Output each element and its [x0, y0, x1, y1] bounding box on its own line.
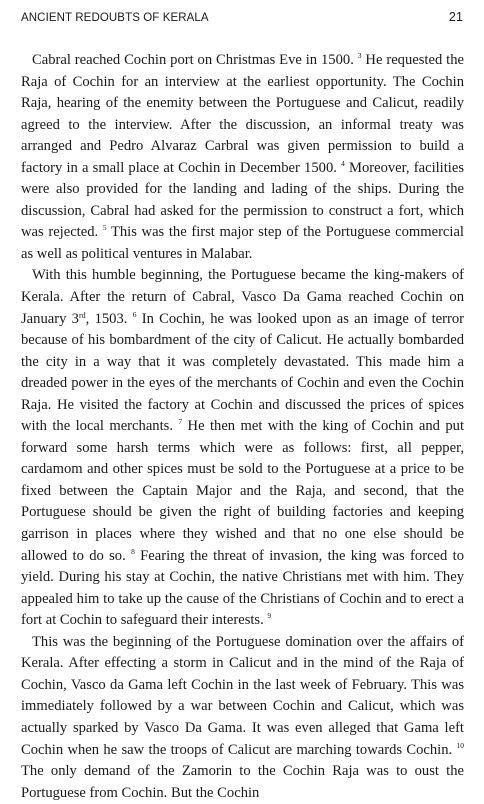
- paragraph: [21, 50, 464, 265]
- text-run: The only demand of the Zamorin to the Cochin Raja was to oust the Portuguese from Cochin. But the Cochin: [21, 763, 464, 801]
- footnote-reference: 6: [132, 309, 137, 319]
- text-run: , 1503.: [85, 310, 133, 327]
- footnote-reference: 10: [456, 740, 464, 750]
- body-text: [21, 50, 464, 804]
- running-header: [21, 10, 463, 28]
- text-run: In Cochin, he was looked upon as an image of terror because of his bombardment of the city of Calicut. He actually bombarded the city in a way that it was completely devastated. This made him a dreaded power in the eyes of the merchants of Cochin and even the Cochin Raja. He visited the factory at Cochin and discussed the prices of spices with the local merchants.: [21, 310, 464, 435]
- footnote-reference: 3: [357, 51, 362, 60]
- text-run: Cabral reached Cochin port on Christmas Eve in 1500.: [32, 52, 358, 68]
- running-title: ANCIENT REDOUBTS OF KERALA: [21, 12, 209, 24]
- ordinal-suffix: rd: [78, 310, 86, 320]
- text-run: Fearing the threat of invasion, the king was forced to yield. During his stay at Cochin, the native Christians met with him. They appealed him to take up the cause of the Christians of Cochin and to erect a fort at Cochin to safeguard their interests.: [21, 547, 464, 629]
- text-run: This was the first major step of the Portuguese commercial as well as political ventures in Malabar.: [21, 224, 464, 262]
- page-number: 21: [448, 10, 463, 24]
- paragraph: [21, 265, 464, 631]
- footnote-reference: 4: [341, 158, 345, 168]
- text-run: He then met with the king of Cochin and put forward some harsh terms which were as follows: first, all pepper, cardamom and other spices must be sold to the Portuguese at a price to be fixed between the Captain Major and the Raja, and second, that the Portuguese should be given the right of building factories and keeping garrison in places where they wished and that no one else should be allowed to do so.: [21, 418, 464, 564]
- footnote-reference: 5: [102, 223, 107, 233]
- footnote-reference: 7: [178, 417, 183, 427]
- text-run: He requested the Raja of Cochin for an interview at the earliest opportunity. The Cochin Raja, hearing of the enemity between the Portuguese and Calicut, readily agreed to the interview. After the discussion, an informal treaty was arranged and Pedro Alvaraz Carbral was given permission to build a factory in a small place at Cochin in December 1500.: [21, 52, 465, 176]
- text-run: This was the beginning of the Portuguese domination over the affairs of Kerala. After effecting a storm in Calicut and in the mind of the Raja of Cochin, Vasco da Gama left Cochin in the last week of February. This was immediately followed by a war between Cochin and Calicut, which was actually sparked by Vasco Da Gama. It was even alleged that Gama left Cochin when he saw the troops of Calicut are marching towards Cochin.: [21, 633, 464, 758]
- text-run: With this humble beginning, the Portuguese became the king-makers of Kerala. After the return of Cabral, Vasco Da Gama reached Cochin on January 3: [21, 267, 464, 327]
- footnote-reference: 9: [267, 611, 272, 621]
- paragraph: [21, 632, 464, 804]
- footnote-reference: 8: [131, 546, 135, 556]
- text-run: Moreover, facilities were also provided for the landing and lading of the ships. During the discussion, Cabral had asked for the permission to construct a fort, which was rejected.: [21, 159, 464, 241]
